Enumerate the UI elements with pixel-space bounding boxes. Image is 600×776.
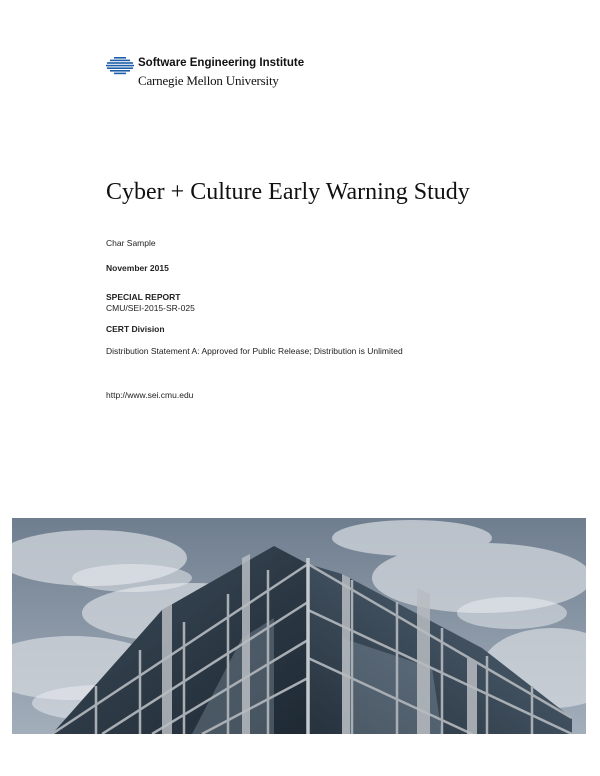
division: CERT Division — [106, 324, 165, 334]
author: Char Sample — [106, 238, 156, 248]
cover-image — [12, 518, 586, 734]
document-title: Cyber + Culture Early Warning Study — [106, 179, 470, 205]
distribution-statement: Distribution Statement A: Approved for Public Release; Distribution is Unlimited — [106, 346, 403, 356]
org-name: Software Engineering Institute — [138, 57, 305, 69]
website-url: http://www.sei.cmu.edu — [106, 390, 194, 400]
report-number: CMU/SEI-2015-SR-025 — [106, 303, 195, 313]
university-name: Carnegie Mellon University — [138, 73, 279, 88]
publication-date: November 2015 — [106, 263, 169, 273]
sei-logo-icon — [106, 57, 134, 75]
sei-logo — [106, 56, 346, 92]
report-type: SPECIAL REPORT — [106, 292, 181, 302]
